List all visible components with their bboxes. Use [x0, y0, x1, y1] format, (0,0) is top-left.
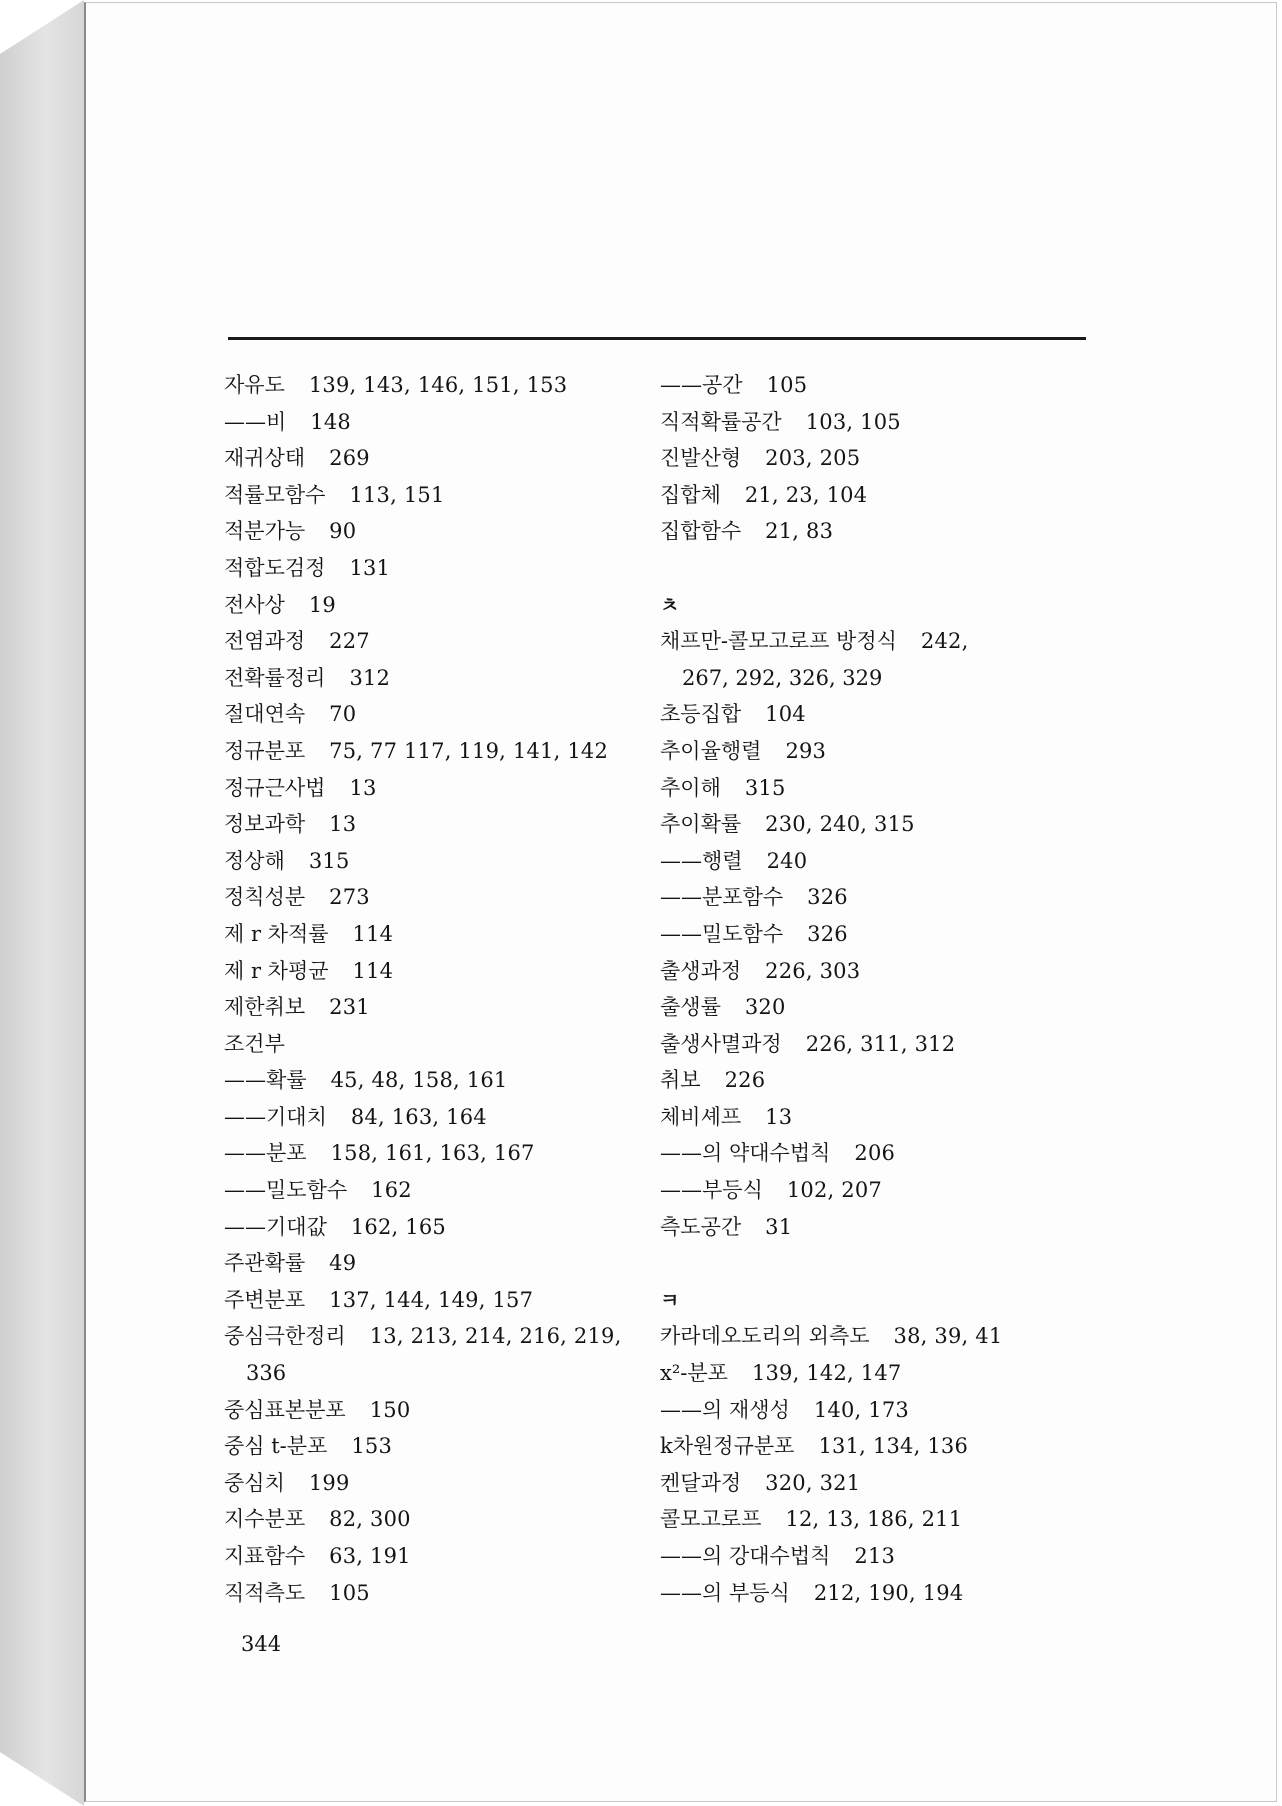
- index-entry: [224, 989, 654, 1026]
- index-entry: [224, 587, 654, 624]
- index-page-refs: 326: [807, 885, 848, 910]
- index-page-refs: 320: [744, 995, 786, 1020]
- index-entry: [224, 806, 654, 843]
- index-term: ——기대치: [224, 1104, 327, 1129]
- index-page-refs: 113, 151: [349, 482, 445, 507]
- index-page-refs: 162: [371, 1178, 412, 1203]
- index-entry: [660, 1538, 1090, 1575]
- index-entry-continuation: 336: [246, 1361, 287, 1386]
- index-term: 주관확률: [224, 1251, 306, 1276]
- index-page-refs: 114: [352, 958, 394, 983]
- index-term: 조건부: [224, 1031, 285, 1056]
- index-entry: [660, 879, 1090, 916]
- index-page-refs: 213: [854, 1544, 896, 1568]
- index-entry: [224, 1245, 654, 1282]
- index-term: 제 r 차적률: [224, 921, 329, 946]
- index-term: ——행렬: [660, 848, 743, 873]
- index-term: 콜모고로프: [660, 1507, 762, 1532]
- index-entry: [224, 660, 654, 697]
- index-entry: [224, 733, 654, 770]
- index-term: 추이율행렬: [660, 738, 762, 763]
- index-term: 체비셰프: [660, 1104, 742, 1129]
- index-page-refs: 226, 303: [765, 958, 861, 983]
- index-term: 정상해: [224, 848, 285, 873]
- index-entry: [224, 1282, 654, 1319]
- index-entry: [224, 879, 654, 916]
- index-term: 절대연속: [224, 702, 306, 727]
- index-entry: [224, 1172, 654, 1209]
- index-entry: [660, 733, 1090, 770]
- index-term: 중심극한정리: [224, 1324, 346, 1349]
- index-section-heading: ㅊ: [660, 592, 680, 617]
- index-page-refs: 103, 105: [805, 409, 901, 434]
- index-term: ——공간: [660, 373, 743, 397]
- index-term: 적합도검정: [224, 555, 326, 580]
- index-term: ——의 부등식: [660, 1580, 790, 1605]
- index-entry: [660, 953, 1090, 990]
- index-entry: [224, 440, 654, 477]
- index-entry: [224, 770, 654, 807]
- index-page-refs: 12, 13, 186, 211: [785, 1507, 963, 1532]
- index-entry: [224, 550, 654, 587]
- index-page-refs: 63, 191: [329, 1544, 411, 1568]
- index-entry: [224, 1209, 654, 1246]
- index-page-refs: 105: [329, 1580, 370, 1605]
- index-term: ——분포함수: [660, 885, 784, 910]
- index-entry: [224, 477, 654, 514]
- index-term: x²-분포: [660, 1361, 728, 1386]
- index-entry: [660, 843, 1090, 880]
- index-term: 정규근사법: [224, 775, 326, 800]
- index-page-refs: 206: [854, 1141, 896, 1166]
- index-page-refs: 21, 23, 104: [744, 482, 868, 507]
- index-term: 적률모함수: [224, 482, 326, 507]
- index-term: 자유도: [224, 373, 285, 397]
- index-page-refs: 102, 207: [786, 1178, 882, 1203]
- index-term: 전사상: [224, 592, 285, 617]
- index-term: k차원정규분포: [660, 1434, 795, 1459]
- index-page-refs: 273: [329, 885, 370, 910]
- index-page-refs: 90: [329, 519, 357, 544]
- index-page-refs: 13: [349, 775, 377, 800]
- index-page-refs: 203, 205: [765, 446, 861, 471]
- index-term: 정규분포: [224, 738, 306, 763]
- index-page-refs: 227: [329, 629, 370, 654]
- page-number: 344: [241, 1632, 282, 1656]
- index-term: 제한취보: [224, 995, 306, 1020]
- index-term: ——밀도함수: [224, 1178, 348, 1203]
- index-term: ——의 강대수법칙: [660, 1544, 831, 1568]
- index-entry: [660, 1428, 1090, 1465]
- index-entry: [660, 1062, 1090, 1099]
- index-page-refs: 162, 165: [350, 1214, 446, 1239]
- index-page-refs: 84, 163, 164: [350, 1104, 487, 1129]
- index-page-refs: 226: [724, 1068, 766, 1093]
- index-term: 정보과학: [224, 812, 306, 837]
- index-section-heading: ㅋ: [660, 1287, 680, 1312]
- index-page-refs: 21, 83: [765, 519, 834, 544]
- index-entry: [660, 770, 1090, 807]
- index-page-refs: 240: [766, 848, 808, 873]
- index-term: 채프만-콜모고로프 방정식: [660, 629, 897, 654]
- index-page-refs: 242,: [920, 629, 969, 654]
- index-page-refs: 131, 134, 136: [818, 1434, 969, 1459]
- index-term: 전확률정리: [224, 665, 326, 690]
- index-entry: [224, 1318, 654, 1355]
- index-entry: [224, 916, 654, 953]
- index-term: 중심표본분포: [224, 1397, 346, 1422]
- index-entry: [224, 843, 654, 880]
- index-entry: [224, 1538, 654, 1575]
- index-entry: [660, 623, 1090, 660]
- index-page-refs: 13: [765, 1104, 793, 1129]
- index-entry: [660, 1465, 1090, 1502]
- index-term: ——비: [224, 409, 287, 434]
- index-entry: [660, 440, 1090, 477]
- index-entry: [224, 1392, 654, 1429]
- index-page-refs: 13, 213, 214, 216, 219,: [369, 1324, 622, 1349]
- index-entry: [224, 367, 654, 404]
- index-entry: [660, 1392, 1090, 1429]
- index-entry: [660, 806, 1090, 843]
- section-spacer: [660, 550, 1090, 587]
- index-term: 중심치: [224, 1470, 285, 1495]
- index-entry: [224, 513, 654, 550]
- index-page-refs: 75, 77 117, 119, 141, 142: [329, 738, 609, 763]
- index-page-refs: 212, 190, 194: [813, 1580, 964, 1605]
- index-entry: [224, 404, 654, 441]
- index-page-refs: 199: [308, 1470, 350, 1495]
- index-entry: [224, 1099, 654, 1136]
- index-term: 추이확률: [660, 812, 742, 837]
- index-page-refs: 137, 144, 149, 157: [329, 1287, 534, 1312]
- index-entry: [660, 1501, 1090, 1538]
- index-page-refs: 230, 240, 315: [765, 812, 915, 837]
- section-spacer: [660, 1245, 1090, 1282]
- index-term: 출생사멸과정: [660, 1031, 782, 1056]
- index-entry: [660, 367, 1090, 404]
- index-entry: [224, 1501, 654, 1538]
- index-page-refs: 31: [765, 1214, 793, 1239]
- index-page-refs: 148: [310, 409, 351, 434]
- index-term: 중심 t-분포: [224, 1434, 328, 1459]
- index-entry: [224, 696, 654, 733]
- index-page-refs: 139, 142, 147: [751, 1361, 902, 1386]
- index-term: 전염과정: [224, 629, 306, 654]
- index-entry: [224, 1135, 654, 1172]
- index-entry: [224, 1062, 654, 1099]
- index-page-refs: 226, 311, 312: [805, 1031, 956, 1056]
- index-term: ——기대값: [224, 1214, 327, 1239]
- book-edge-bottom-bevel: [0, 1752, 84, 1806]
- index-page-refs: 140, 173: [813, 1397, 909, 1422]
- index-page-refs: 315: [744, 775, 786, 800]
- index-entry: [660, 1172, 1090, 1209]
- index-term: 초등집합: [660, 702, 742, 727]
- index-entry: [224, 1428, 654, 1465]
- index-entry: [224, 1575, 654, 1612]
- index-entry: [224, 1465, 654, 1502]
- index-page-refs: 38, 39, 41: [893, 1324, 1003, 1349]
- index-term: 직적확률공간: [660, 409, 782, 434]
- index-term: 직적측도: [224, 1580, 306, 1605]
- index-page-refs: 70: [329, 702, 357, 727]
- index-page-refs: 153: [351, 1434, 393, 1459]
- index-term: 정칙성분: [224, 885, 306, 910]
- index-column-left: [224, 367, 654, 1611]
- index-term: 측도공간: [660, 1214, 742, 1239]
- index-entry: [660, 1318, 1090, 1355]
- index-page-refs: 269: [329, 446, 370, 471]
- index-term: ——밀도함수: [660, 921, 784, 946]
- index-page-refs: 231: [329, 995, 370, 1020]
- index-page-refs: 131: [349, 555, 391, 580]
- index-page-refs: 312: [349, 665, 391, 690]
- index-term: 적분가능: [224, 519, 306, 544]
- index-term: ——확률: [224, 1068, 307, 1093]
- index-term: 켄달과정: [660, 1470, 742, 1495]
- index-entry: [224, 953, 654, 990]
- index-term: 집합함수: [660, 519, 742, 544]
- index-entry: [660, 477, 1090, 514]
- index-term: ——의 재생성: [660, 1397, 790, 1422]
- index-entry: [660, 696, 1090, 733]
- index-term: 제 r 차평균: [224, 958, 329, 983]
- index-entry: [660, 1355, 1090, 1392]
- index-term: 추이해: [660, 775, 721, 800]
- index-entry: [660, 1209, 1090, 1246]
- index-column-right: [660, 367, 1090, 1611]
- header-rule: [228, 337, 1086, 340]
- index-page-refs: 158, 161, 163, 167: [330, 1141, 535, 1166]
- index-term: 지수분포: [224, 1507, 306, 1532]
- index-entry: [660, 1099, 1090, 1136]
- index-term: 재귀상태: [224, 446, 306, 471]
- book-spine-edge: [0, 0, 84, 1806]
- index-entry: [660, 1026, 1090, 1063]
- index-entry: [660, 989, 1090, 1026]
- index-page-refs: 13: [329, 812, 357, 837]
- index-term: ——분포: [224, 1141, 307, 1166]
- index-term: 지표함수: [224, 1544, 306, 1568]
- index-term: 출생과정: [660, 958, 742, 983]
- index-page-refs: 82, 300: [329, 1507, 411, 1532]
- index-page-refs: 104: [765, 702, 806, 727]
- index-term: ——부등식: [660, 1178, 763, 1203]
- index-entry-continuation: 267, 292, 326, 329: [682, 665, 883, 690]
- index-term: 취보: [660, 1068, 701, 1093]
- index-term: 집합체: [660, 482, 721, 507]
- index-entry: [660, 916, 1090, 953]
- index-page-refs: 105: [766, 373, 808, 397]
- book-edge-top-bevel: [0, 0, 84, 54]
- index-entry: [660, 404, 1090, 441]
- index-page-refs: 315: [308, 848, 350, 873]
- index-term: 카라데오도리의 외측도: [660, 1324, 870, 1349]
- index-page-refs: 45, 48, 158, 161: [330, 1068, 508, 1093]
- index-entry: [660, 1575, 1090, 1612]
- index-page-refs: 49: [329, 1251, 357, 1276]
- index-page-refs: 326: [807, 921, 848, 946]
- index-term: 진발산형: [660, 446, 742, 471]
- index-entry: [224, 1026, 654, 1063]
- index-page-refs: 150: [369, 1397, 411, 1422]
- index-page-refs: 320, 321: [765, 1470, 861, 1495]
- index-entry: [224, 623, 654, 660]
- index-term: 출생률: [660, 995, 721, 1020]
- index-term: 주변분포: [224, 1287, 306, 1312]
- index-entry: [660, 513, 1090, 550]
- index-page-refs: 139, 143, 146, 151, 153: [308, 373, 568, 397]
- index-term: ——의 약대수법칙: [660, 1141, 831, 1166]
- index-page-refs: 293: [785, 738, 827, 763]
- index-page-refs: 114: [352, 921, 394, 946]
- index-entry: [660, 1135, 1090, 1172]
- index-page-refs: 19: [308, 592, 336, 617]
